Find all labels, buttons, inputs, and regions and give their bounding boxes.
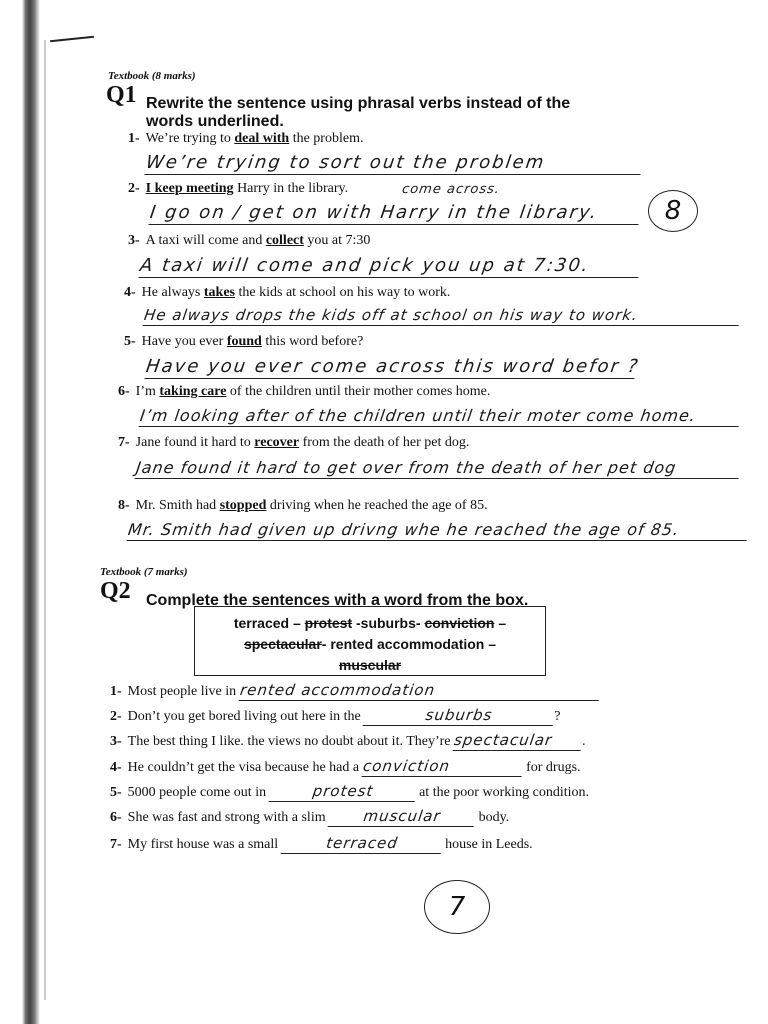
q2-item-2	[110, 706, 560, 726]
q1-answer-2: I go on / get on with Harry in the library.	[148, 202, 641, 225]
q1-answer-5: Have you ever come across this word befor ?	[144, 356, 641, 377]
q1-item-2	[128, 181, 348, 197]
underlined-phrase: found	[226, 334, 262, 349]
item-number: 7-	[118, 435, 130, 450]
item-text: Jane found it hard to	[135, 435, 255, 450]
item-text: A taxi will come and	[145, 233, 266, 248]
word-protest: protest	[304, 615, 353, 631]
word-rented-accommodation: - rented accommodation –	[321, 636, 497, 652]
q2-answer-2: suburbs	[363, 706, 556, 726]
item-text: She was fast and strong with a slim	[127, 810, 326, 825]
item-number: 3-	[110, 734, 122, 749]
q2-answer-6: muscular	[328, 807, 477, 827]
item-text: at the poor working condition.	[419, 785, 590, 800]
item-text: He always	[141, 285, 204, 300]
q2-item-3	[110, 731, 586, 751]
item-text: My first house was a small	[127, 837, 279, 852]
underlined-phrase: deal with	[234, 131, 290, 146]
item-number: 5-	[110, 785, 122, 800]
item-text: this word before?	[261, 334, 364, 349]
word-box-line-3	[195, 655, 545, 676]
q2-section-label: Textbook (7 marks)	[100, 566, 188, 578]
item-text: I’m	[135, 384, 160, 399]
word-box-line-2	[195, 634, 545, 655]
item-text: driving when he reached the age of 85.	[266, 498, 488, 513]
q2-answer-4: conviction	[361, 757, 524, 777]
item-number: 8-	[118, 498, 130, 513]
underlined-phrase: taking care	[159, 384, 227, 399]
q1-answer-1: We’re trying to sort out the problem	[144, 152, 643, 175]
item-text: He couldn’t get the visa because he had a	[127, 760, 360, 775]
q2-number: Q2	[100, 578, 131, 604]
item-number: 4-	[124, 285, 136, 300]
item-text: Most people live in	[127, 684, 237, 699]
item-text: you at 7:30	[303, 233, 371, 248]
q2-title: Complete the sentences with a word from the box.	[146, 592, 529, 609]
q1-answer-4: He always drops the kids off at school on his way to work.	[143, 306, 742, 326]
q2-item-6	[110, 807, 509, 827]
item-text: We’re trying to	[145, 131, 235, 146]
q1-item-7	[118, 435, 469, 451]
underlined-phrase: recover	[254, 435, 300, 450]
item-text: 5000 people come out in	[127, 785, 267, 800]
q2-item-1	[110, 681, 600, 701]
item-text: Harry in the library.	[233, 181, 349, 196]
q1-section-label: Textbook (8 marks)	[108, 70, 196, 82]
q1-answer-3: A taxi will come and pick you up at 7:30.	[138, 255, 641, 278]
item-number: 3-	[128, 233, 140, 248]
item-number: 2-	[110, 709, 122, 724]
word-terraced: terraced –	[233, 615, 305, 631]
q1-score-circle: 8	[648, 190, 698, 232]
item-number: 1-	[128, 131, 140, 146]
underlined-phrase: takes	[203, 285, 235, 300]
word-spectacular: spectacular	[243, 636, 322, 652]
q1-item-3	[128, 233, 370, 249]
q2-item-4	[110, 757, 581, 777]
q1-item-8	[118, 498, 488, 514]
item-number: 6-	[110, 810, 122, 825]
item-text: The best thing I like. the views no doubt about it. They’re	[127, 734, 451, 749]
q1-item-4	[124, 285, 450, 301]
item-text: house in Leeds.	[445, 837, 533, 852]
item-text: the problem.	[289, 131, 364, 146]
item-text: for drugs.	[526, 760, 581, 775]
underlined-phrase: collect	[265, 233, 304, 248]
q2-answer-5: protest	[268, 782, 417, 802]
item-text: of the children until their mother comes home.	[226, 384, 491, 399]
underlined-phrase: stopped	[219, 498, 267, 513]
q1-item-6	[118, 384, 490, 400]
page-binding-edge	[22, 0, 40, 1024]
q2-answer-1: rented accommodation	[238, 681, 601, 701]
item-text: from the death of her pet dog.	[299, 435, 470, 450]
word-muscular: muscular	[338, 657, 402, 673]
item-text: ?	[554, 709, 561, 724]
item-number: 7-	[110, 837, 122, 852]
q2-answer-7: terraced	[280, 834, 443, 854]
underlined-phrase: I keep meeting	[145, 181, 234, 196]
q1-answer-7: Jane found it hard to get over from the death of her pet dog	[135, 458, 742, 479]
item-text: Don’t you get bored living out here in the	[127, 709, 361, 724]
item-text: the kids at school on his way to work.	[235, 285, 451, 300]
q2-score-circle: 7	[424, 880, 490, 934]
item-number: 5-	[124, 334, 136, 349]
item-number: 4-	[110, 760, 122, 775]
item-text: body.	[478, 810, 510, 825]
item-number: 6-	[118, 384, 130, 399]
item-text: Mr. Smith had	[135, 498, 220, 513]
item-number: 1-	[110, 684, 122, 699]
item-text: Have you ever	[141, 334, 227, 349]
word-box	[194, 606, 546, 676]
q1-number: Q1	[106, 82, 137, 108]
page-binding-shadow	[44, 40, 46, 1000]
pen-mark	[50, 36, 94, 43]
q2-answer-3: spectacular	[453, 731, 584, 751]
q1-item-5	[124, 334, 363, 350]
q1-title-line2: words underlined.	[146, 113, 284, 130]
word-conviction: conviction	[424, 615, 495, 631]
word-separator: –	[494, 615, 507, 631]
word-suburbs: -suburbs-	[352, 615, 425, 631]
q2-item-7	[110, 834, 533, 854]
q1-answer-8: Mr. Smith had given up drivng whe he reached the age of 85.	[127, 520, 750, 541]
q1-item-1	[128, 131, 363, 147]
word-box-line-1	[195, 613, 545, 634]
q1-side-note-2: come across.	[401, 182, 502, 197]
q1-title-line1: Rewrite the sentence using phrasal verbs instead of the	[146, 95, 571, 112]
item-number: 2-	[128, 181, 140, 196]
q2-item-5	[110, 782, 589, 802]
item-text: .	[582, 734, 586, 749]
q1-answer-6: I’m looking after of the children until their moter come home.	[139, 406, 742, 427]
